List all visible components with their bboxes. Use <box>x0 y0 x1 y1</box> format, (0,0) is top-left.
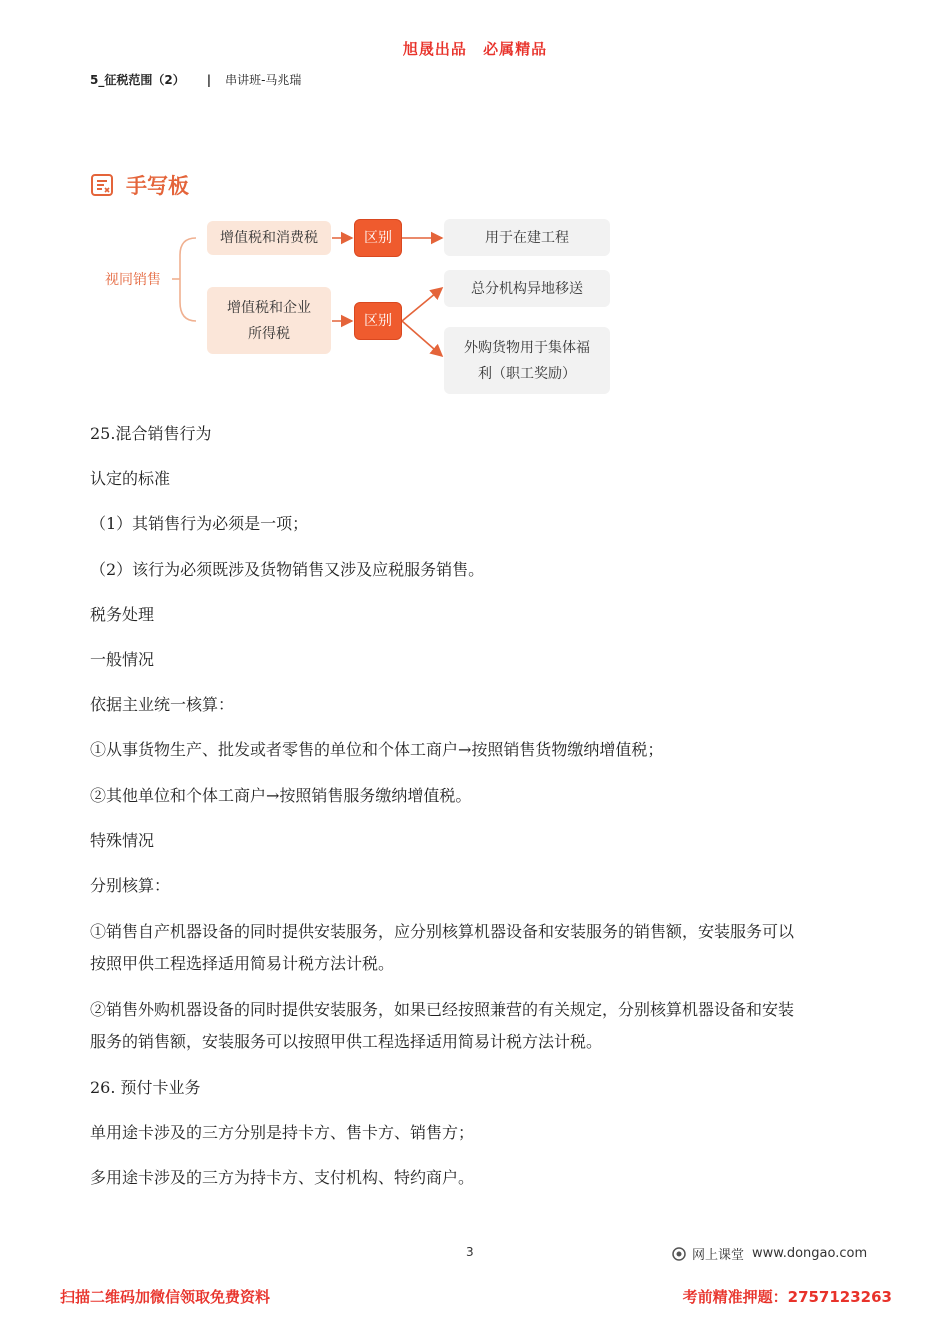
arrow-leaf3 <box>402 321 442 356</box>
brand-url[interactable]: www.dongao.com <box>752 1246 868 1261</box>
paragraph: 单用途卡涉及的三方分别是持卡方、售卡方、销售方； <box>90 1123 475 1142</box>
handwriting-title-text: 手写板 <box>126 174 189 198</box>
paragraph: 税务处理 <box>90 605 155 624</box>
promo-left: 扫描二维码加微信领取免费资料 <box>60 1288 271 1306</box>
paragraph: ①从事货物生产、批发或者零售的单位和个体工商户→按照销售货物缴纳增值税； <box>90 740 664 759</box>
footer-brand <box>672 1244 867 1263</box>
header-separator: | <box>206 72 212 87</box>
root-bracket <box>180 238 196 321</box>
section-heading-25: 25.混合销售行为 <box>90 424 212 443</box>
page-number: 3 <box>466 1245 474 1259</box>
diagram-root: 视同销售 <box>105 272 161 288</box>
branch-vat-income: 增值税和企业 所得税 <box>207 287 331 354</box>
arrow-leaf2 <box>402 288 442 321</box>
paragraph: 认定的标准 <box>90 469 171 488</box>
paragraph: 分别核算： <box>90 876 171 895</box>
paragraph: 依据主业统一核算： <box>90 695 235 714</box>
class-name: 串讲班-马兆瑞 <box>225 73 302 87</box>
top-banner: 旭晟出品 必属精品 <box>402 40 548 58</box>
paragraph: （1）其销售行为必须是一项； <box>90 514 309 533</box>
brand-name: 网上课堂 <box>692 1248 745 1263</box>
brand-logo-icon <box>672 1247 686 1261</box>
paragraph: 特殊情况 <box>90 831 155 850</box>
difference-box-1: 区别 <box>354 219 402 257</box>
paragraph: （2）该行为必须既涉及货物销售又涉及应税服务销售。 <box>90 560 485 579</box>
leaf-construction: 用于在建工程 <box>444 219 610 256</box>
branch-vat-consumption: 增值税和消费税 <box>207 221 331 255</box>
paragraph: 按照甲供工程选择适用简易计税方法计税。 <box>90 954 395 973</box>
paragraph: ②其他单位和个体工商户→按照销售服务缴纳增值税。 <box>90 786 472 805</box>
paragraph: 服务的销售额，安装服务可以按照甲供工程选择适用简易计税方法计税。 <box>90 1032 603 1051</box>
leaf-employee-welfare: 外购货物用于集体福 利（职工奖励） <box>444 327 610 394</box>
section-heading-26: 26. 预付卡业务 <box>90 1078 201 1097</box>
paragraph: 一般情况 <box>90 650 155 669</box>
leaf-branch-transfer: 总分机构异地移送 <box>444 270 610 307</box>
difference-box-2: 区别 <box>354 302 402 340</box>
paragraph: 多用途卡涉及的三方为持卡方、支付机构、特约商户。 <box>90 1168 475 1187</box>
paragraph: ②销售外购机器设备的同时提供安装服务，如果已经按照兼营的有关规定，分别核算机器设备和安装 <box>90 1000 795 1019</box>
paragraph: ①销售自产机器设备的同时提供安装服务，应分别核算机器设备和安装服务的销售额，安装服务可以 <box>90 922 795 941</box>
chapter-title: 5_征税范围（2） <box>90 73 185 87</box>
promo-right: 考前精准押题：2757123263 <box>682 1288 892 1306</box>
